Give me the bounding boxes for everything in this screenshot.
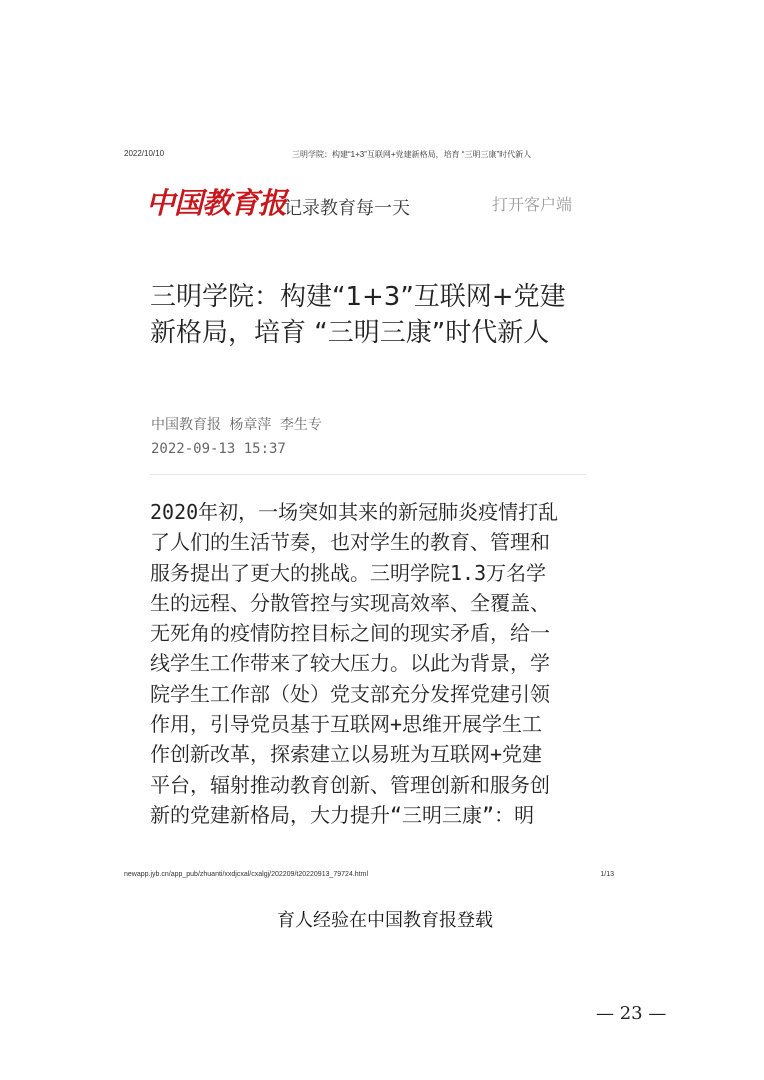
open-app-link[interactable]: 打开客户端: [492, 195, 573, 214]
body-line: 了人们的生活节奏，也对学生的教育、管理和: [150, 530, 550, 555]
body-line: 服务提出了更大的挑战。三明学院1.3万名学: [150, 560, 547, 585]
divider: [150, 474, 586, 475]
body-line: 作用，引导党员基于互联网+思维开展学生工: [150, 712, 543, 737]
newspaper-logo[interactable]: 中国教育报: [146, 186, 287, 220]
article-body: [150, 497, 590, 830]
article-title: 三明学院：构建“1+3”互联网+党建新格局，培育 “三明三康”时代新人: [150, 282, 566, 348]
body-line: 院学生工作部（处）党支部充分发挥党建引领: [150, 681, 550, 706]
article-source: 中国教育报 杨章萍 李生专: [151, 417, 322, 433]
body-line: 新的党建新格局，大力提升“三明三康”：明: [150, 802, 535, 827]
print-date: 2022/10/10: [124, 149, 165, 158]
body-line: 作创新改革，探索建立以易班为互联网+党建: [150, 742, 543, 767]
body-line: 2020年初，一场突如其来的新冠肺炎疫情打乱: [150, 500, 559, 524]
body-line: 平台，辐射推动教育创新、管理创新和服务创: [150, 772, 550, 797]
page-number: — 23 —: [596, 1003, 667, 1024]
body-line: 线学生工作带来了较大压力。以此为背景，学: [150, 651, 550, 676]
print-url: newapp.jyb.cn/app_pub/zhuanti/xxdjcxal/cxalgj/202209/t20220913_79724.html: [124, 871, 369, 878]
print-page-title: 三明学院：构建“1+3”互联网+党建新格局，培育 “三明三康”时代新人: [292, 150, 532, 159]
figure-caption: 育人经验在中国教育报登载: [277, 910, 493, 931]
print-header: [124, 149, 664, 161]
brand-bar: [144, 178, 584, 228]
brand-slogan: 记录教育每一天: [284, 198, 410, 219]
article-timestamp: 2022-09-13 15:37: [151, 441, 286, 457]
print-page-count: 1/13: [600, 871, 614, 878]
body-line: 生的远程、分散管控与实现高效率、全覆盖、: [150, 590, 550, 615]
body-line: 无死角的疫情防控目标之间的现实矛盾，给一: [150, 621, 550, 646]
print-footer: [124, 871, 614, 883]
